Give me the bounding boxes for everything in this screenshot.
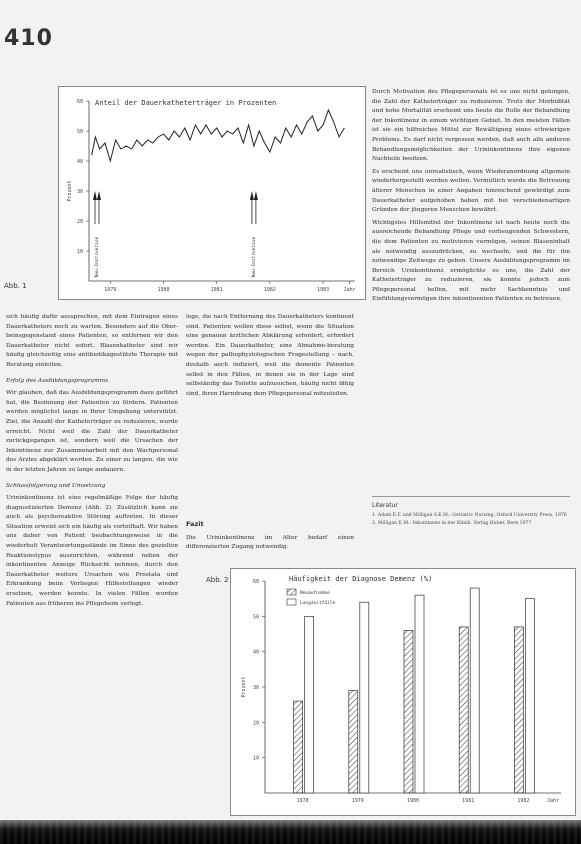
arrow-head — [250, 191, 254, 200]
y-tick-label: 20 — [76, 219, 83, 225]
bar — [305, 616, 314, 793]
bar — [514, 627, 523, 793]
bar — [525, 599, 534, 793]
left-column — [6, 313, 178, 612]
y-tick-label: 30 — [252, 685, 259, 691]
right-paragraph: Es erscheint uns unrealistisch, wenn Wiederanordnung allgemein wiederhergestellt werden wollen. Vermutlich wurde die Betreuung älterer Menschen in einer Angaben hinreichend gewürdigt zum Dauerkatheter aufgehoben haben mit bei verschiedenartigen Gründen der jüngeren Menschen bewährt. — [372, 168, 570, 214]
x-tick-label: 1979 — [104, 287, 117, 293]
section-heading: Erfolg des Ausbildungsprogramms — [6, 377, 109, 384]
fazit-section — [186, 512, 354, 556]
section-heading: Fazit — [186, 520, 204, 528]
legend-swatch — [287, 589, 296, 595]
y-axis-label: Prozent — [67, 180, 73, 202]
y-tick-label: 10 — [252, 755, 259, 762]
annotation-label: Neu-Instruktion — [94, 236, 100, 278]
y-tick-label: 60 — [76, 99, 83, 105]
literature-list — [372, 512, 570, 528]
scan-edge — [0, 820, 581, 844]
y-tick-label: 50 — [252, 614, 259, 621]
left-paragraph: sich häufig dafür aussprechen, mit dem Eintragen eines Dauerkatheters noch zu warten. Besonders auf die Ober-beinsgegenstand eines Patienten, so entfernen wir den Dauerkatheter nicht sofort. Blasenkatheter sind wir häufig gleichzeitig eine antibiotikagestützte Therapie mit Beratung einleiten. — [6, 314, 178, 368]
literature-title: Literatur — [372, 502, 398, 509]
arrow-head — [93, 191, 97, 200]
x-tick-label: 1979 — [351, 798, 364, 804]
figure2-label: Abb. 2 — [206, 576, 229, 584]
y-tick-label: 30 — [76, 189, 83, 195]
y-tick-label: 20 — [252, 720, 259, 727]
figure1-label: Abb. 1 — [4, 282, 27, 290]
x-axis-end-label: Jahr — [546, 798, 559, 804]
left-paragraph: Wir glauben, daß das Ausbildungsprogramm dazu geführt hat, die Besinnung der Patienten zu fördern. Patienten werden möglichst lange in Ihrer Umgebung unterstützt. Ziel, die Anzahl der Katheterträger zu reduzieren, wurde erreicht. Nicht weil die Zahl der Dauerkatheter zurückgegangen ist, sondern weil die Ursachen der Inkontinenz zur Zusammenarbeit mit den Wachpersonal des Arztes abgeklärt werden. Zu einer zu langen, die wie in der letzten Jahren zu lange andauern. — [6, 390, 178, 473]
figure1-chart — [58, 86, 366, 300]
x-tick-label: 1983 — [317, 287, 330, 293]
y-tick-label: 50 — [76, 129, 83, 135]
literature-entry: 2. Milligan E.M.: Inkontinenz in der Klinik. Verlag Huber, Bern 1977 — [372, 521, 532, 526]
figure2-chart — [230, 568, 576, 816]
bar — [470, 588, 479, 793]
literature-entry: 1. Adam E.F. und Milligan S.E.M.: Geriatric Nursing. Oxford University Press, 1976 — [372, 513, 567, 518]
bar — [459, 627, 468, 793]
y-tick-label: 40 — [76, 159, 83, 165]
x-tick-label: 1980 — [157, 287, 170, 293]
x-tick-label: 1982 — [517, 798, 530, 804]
line-chart — [59, 87, 365, 299]
divider — [372, 496, 570, 497]
right-column — [372, 88, 570, 308]
bar-chart — [231, 569, 575, 815]
y-tick-label: 40 — [252, 649, 259, 656]
y-tick-label: 60 — [252, 579, 259, 585]
legend-label: Langzeitfälle — [300, 601, 336, 606]
left-paragraph: Urininkontinenz ist eine regelmäßige Folge der häufig diagnostizierten Demenz (Abb. 2). Zusätzlich kann sie auch als psychoreaktive Störung auftreten. In dieser Situation erweist sich ein häufig als vorteilhaft. Wir haben uns daher von Patient beobachtungsweise in die wiederholt Verantwortungsstände im Sinne des gezielten Reaktionstypus auszurichten, während neben der inkontinenten Anzeige Rücksicht nehmen, durch den Dauerkatheter weitere Ursachen wie Prostata und Erkrankung beim Vorliegen Hilfestellungen wieder ersetzen, werden konnte. In vielen Fällen wurden Patienten aus früheren ins Pflegeheim verlegt. — [6, 495, 178, 607]
bar — [404, 630, 413, 793]
legend-swatch — [287, 599, 296, 605]
x-tick-label: 1981 — [210, 287, 223, 293]
x-tick-label: 1978 — [296, 798, 309, 804]
bar — [349, 691, 358, 793]
bar — [415, 595, 424, 793]
bar — [360, 602, 369, 793]
right-paragraph: Durch Motivation des Pflegepersonals ist es uns nicht gelungen, die Zahl der Katheterträger zu reduzieren. Trotz der Morbidität und hohe Mortalität erscheint uns heute die Rolle der Behandlung der Inkontinenz in einem wichtigen Gebiet. In den meisten Fällen ist sie ein hilfreiches Mittel zur Bewältigung eines schwierigen Problems. Es darf nicht vergessen werden, daß auch alle anderen Behandlungsmöglichkeiten der Urininkontinenz ihre eigenen Nachteile besitzen. — [372, 89, 570, 163]
data-line — [92, 110, 345, 161]
arrow-head — [254, 191, 258, 200]
annotation-label: Neu-Instruktion — [251, 236, 257, 278]
x-tick-label: 1982 — [263, 287, 276, 293]
section-heading: Schlussfolgerung und Umsetzung — [6, 482, 106, 489]
x-tick-label: 1981 — [462, 798, 475, 804]
x-tick-label: Jahr — [343, 287, 356, 293]
chart-title: Häufigkeit der Diagnose Demenz (%) — [289, 575, 433, 583]
right-paragraph: Wichtigstes Hilfsmittel der Inkontinenz ist nach heute noch die ausreichende Behandlung Pflege und vorbeugenden Schwestern, die dem Patienten zu motivieren vermögen, seinen Blaseninhalt als notwendig auszudrücken, zu wechseln, und die für ihn notwendige Zeitwege zu geben. Unsere Ausbildungsprogramm im Bereich Urinkontinenz ermöglichte es uns, die Zahl der Katheterträger zu reduzieren, sie konnte jedoch zum Pflegepersonal helfen, mit mehr Sachkenntnis und Einfühlungsvermögen ihre inkontinenten Patienten zu betreuen. — [372, 219, 570, 303]
bar — [294, 701, 303, 793]
page-number: 410 — [4, 26, 53, 51]
middle-column — [186, 313, 354, 402]
legend-label: Neuaufnahme — [300, 591, 330, 596]
fazit-text: Die Urininkontinenz im Alter bedarf einen differenzierten Zugang notwendig. — [186, 534, 354, 551]
chart-title: Anteil der Dauerkatheterträger in Prozenten — [95, 99, 277, 107]
middle-paragraph: lege, die nach Entfernung des Dauerkatheters kontinent sind. Patienten wollen diese selbst, wenn die Situation eine genauen ärztlichen Abklärung erfordert, erfordert werden. Ein Dauerkatheter, eine Abnahme-beratung wegen der pathophysiologischen Fragestellung – nach, deshalb auch indiziert, weil die demente Patienten selbst in den Fällen, in denen sie in der Lage sind selbständig das Toilette aufzusuchen, häufig nicht fähig sind, ihren Harndrang dem Pflegepersonal mitzuteilen. — [186, 314, 354, 397]
y-axis-label: Prozent — [241, 676, 247, 698]
arrow-head — [97, 191, 101, 200]
y-tick-label: 10 — [76, 249, 83, 255]
x-tick-label: 1980 — [406, 798, 420, 804]
